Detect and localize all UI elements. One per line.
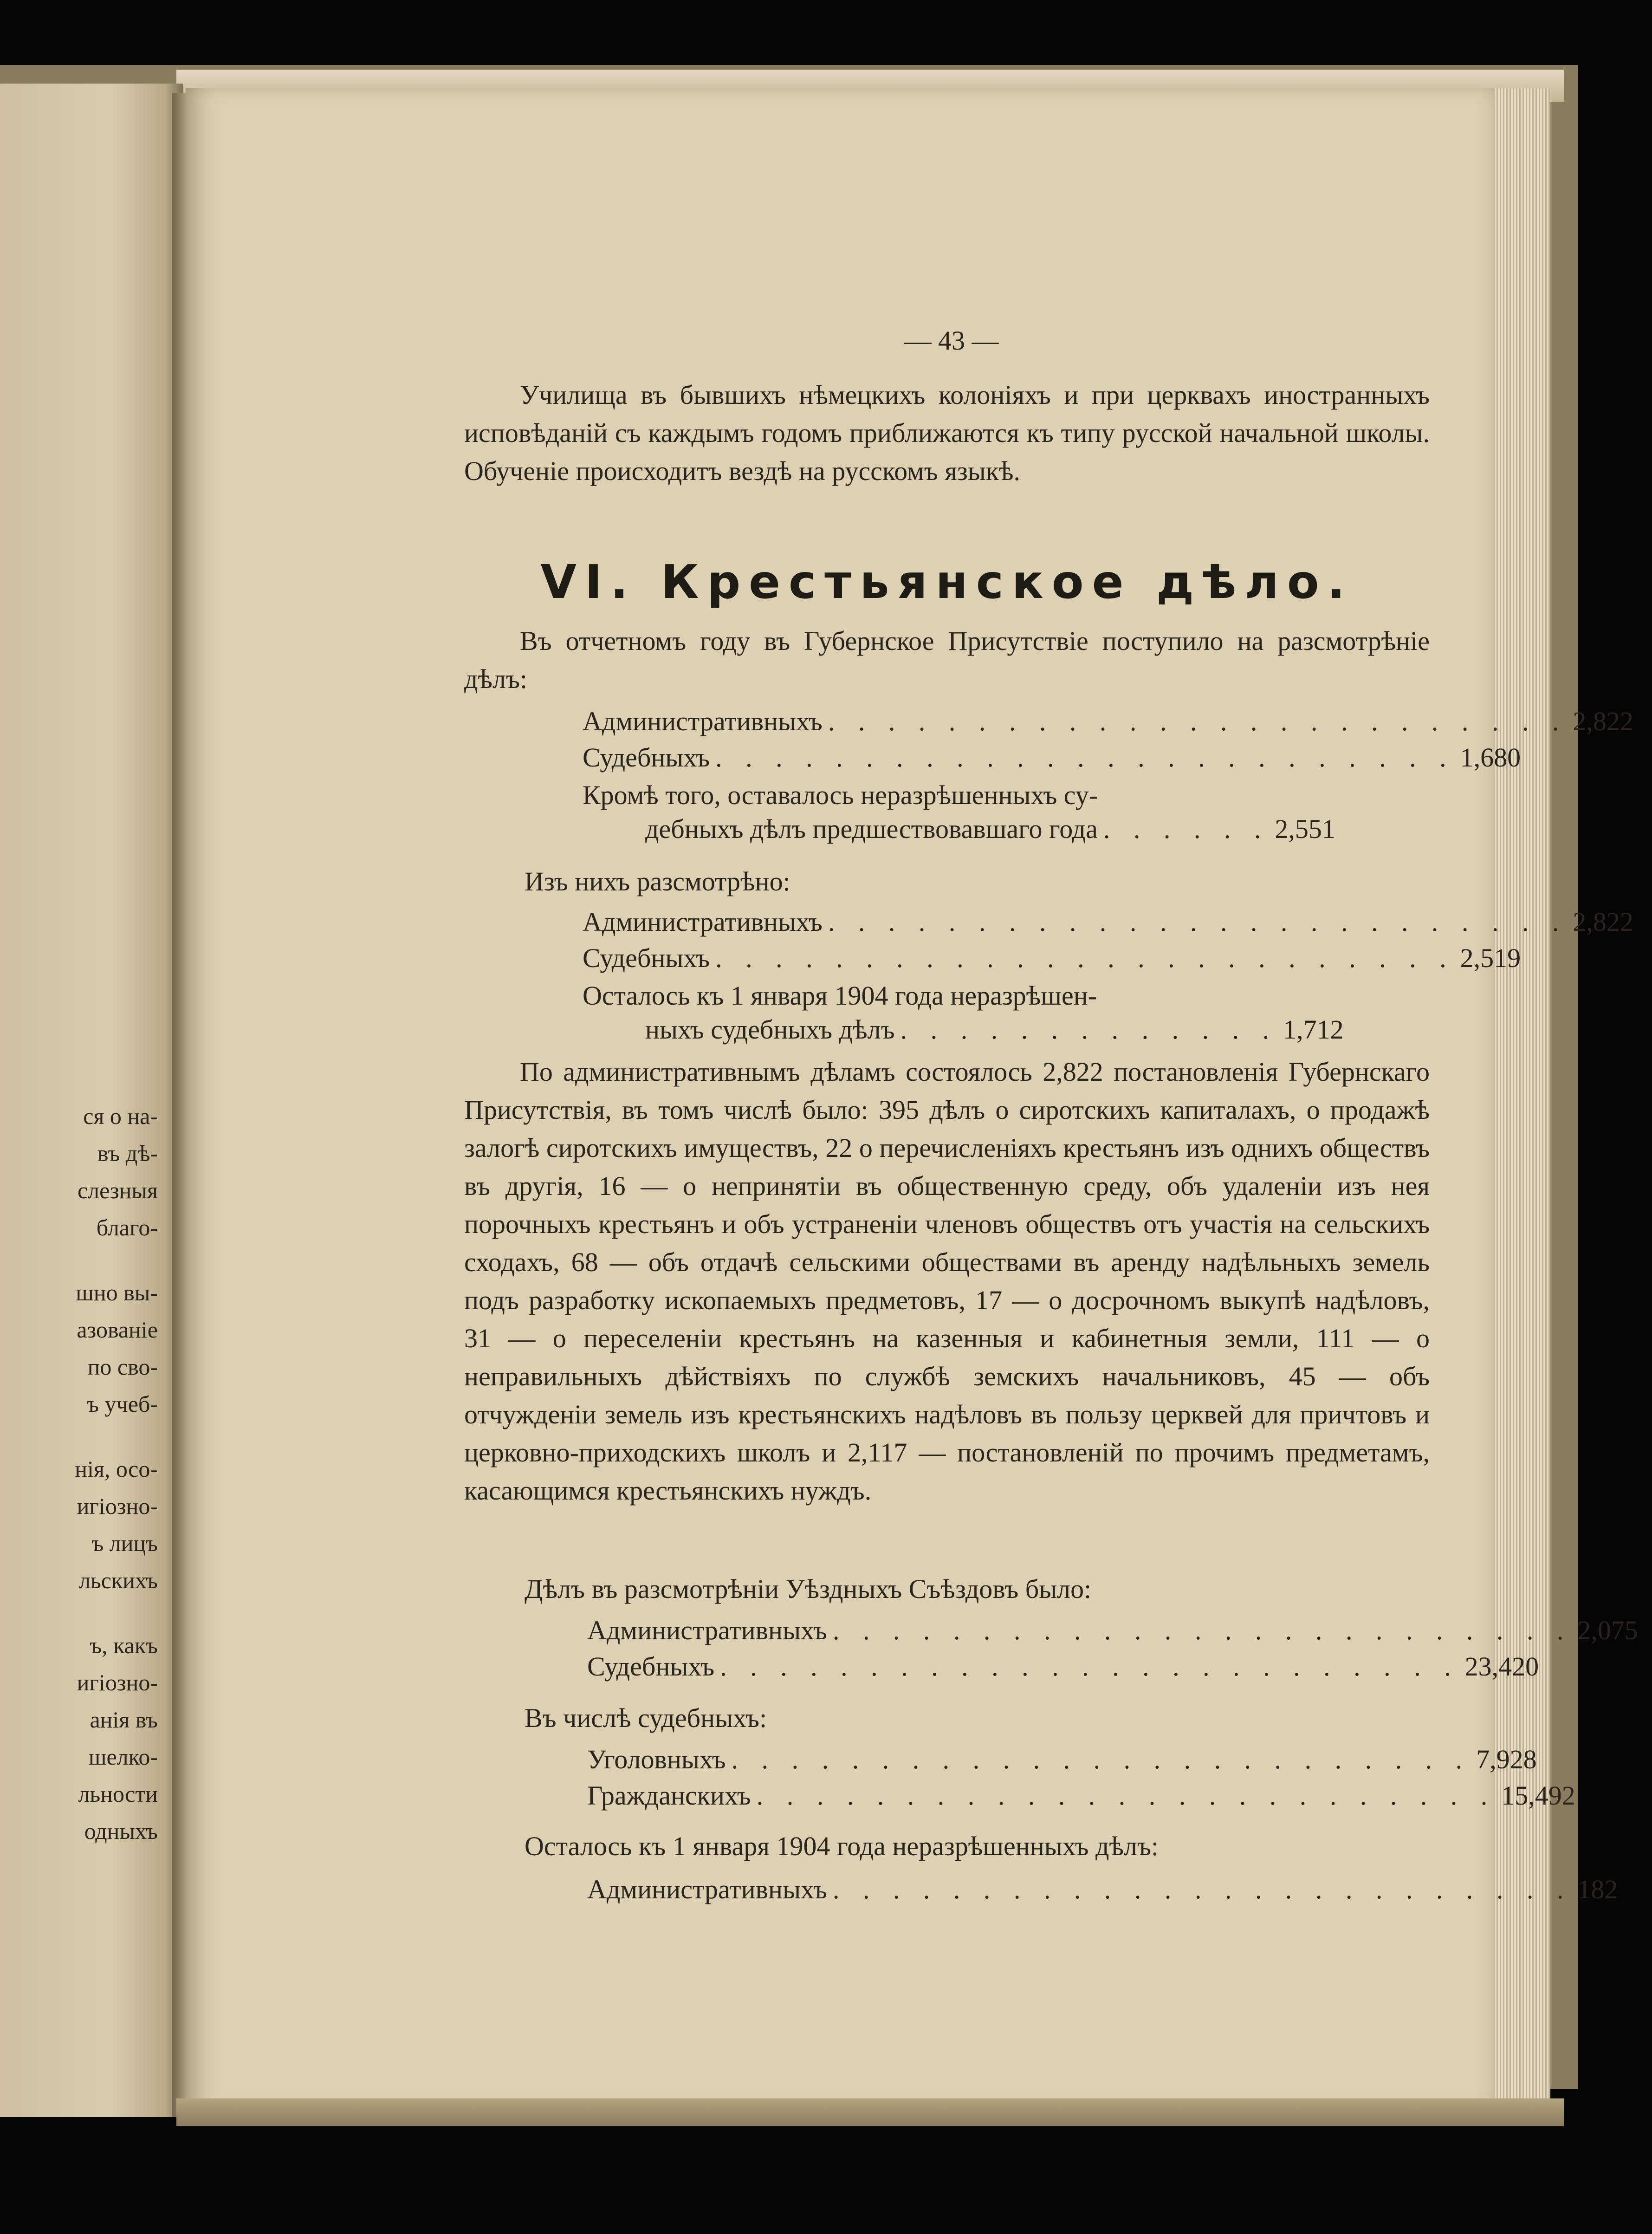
row-value: 2,822 [1573, 907, 1633, 937]
page-number: — 43 — [904, 325, 999, 356]
row-value: 15,492 [1501, 1780, 1575, 1811]
leader-dots: . . . . . . . . . . . . . . . . . . . . . . . . . [756, 1780, 1496, 1811]
row-label: Уголовныхъ [587, 1744, 726, 1774]
leader-dots: . . . . . . . . . . . . . . . . . . . . . . . . . [720, 1651, 1459, 1682]
left-fragment: одныхъ [84, 1818, 158, 1844]
left-fragment: льности [78, 1781, 158, 1807]
row-value: 1,712 [1283, 1014, 1344, 1045]
row-label: дебныхъ дѣлъ предшествовавшаго года [645, 814, 1098, 844]
main-paragraph: По административнымъ дѣламъ состоялось 2,822 постановленія Губернскаго Присутствія, въ томъ числѣ было: 395 дѣлъ о сиротскихъ капиталахъ, о продажѣ залогѣ сиротскихъ имуществъ, 22 о перечисленіяхъ крестьянъ изъ однихъ обществъ въ другія, 16 — о непринятіи въ общественную среду, объ удаленіи изъ нея порочныхъ крестьянъ и объ устраненіи членовъ обществъ отъ участія на сельскихъ сходахъ, 68 — объ отдачѣ сельскими обществами въ аренду надѣльныхъ земель подъ разработку ископаемыхъ предметовъ, 17 — о досрочномъ выкупѣ надѣловъ, 31 — о переселеніи крестьянъ на казенныя и кабинетныя земли, 111 — о неправильныхъ дѣйствіяхъ по службѣ земскихъ начальниковъ, 45 — объ отчужденіи земель изъ крестьянскихъ надѣловъ въ пользу церквей для причтовъ и церковно-приходскихъ школъ и 2,117 — постановленій по прочимъ предметамъ, касающимся крестьянскихъ нуждъ. [464, 1057, 1430, 1506]
reviewed-title: Изъ нихъ разсмотрѣно: [525, 866, 790, 896]
reviewed-row-admin [583, 906, 1633, 937]
row-value: 2,551 [1275, 814, 1335, 844]
left-fragment: благо- [96, 1214, 158, 1240]
district-row-admin [587, 1615, 1638, 1646]
left-fragment: анія въ [90, 1707, 158, 1733]
left-fragment: нія, осо- [75, 1456, 158, 1482]
row-value: 2,075 [1577, 1615, 1638, 1645]
left-fragment: ъ учеб- [87, 1391, 158, 1417]
row-label: Административныхъ [587, 1615, 827, 1645]
received-row-admin [583, 706, 1633, 737]
pending-line-1: Кромѣ того, оставалось неразрѣшенныхъ су- [583, 780, 1098, 810]
row-value: 182 [1577, 1874, 1618, 1904]
row-label: Судебныхъ [583, 943, 710, 973]
row-label: Административныхъ [583, 706, 823, 736]
left-over-title: Осталось къ 1 января 1904 года неразрѣшенныхъ дѣлъ: [525, 1831, 1159, 1861]
intro-paragraph: Училища въ бывшихъ нѣмецкихъ колоніяхъ и при церквахъ иностранныхъ исповѣданій съ каждымъ годомъ приближаются къ типу русской начальной школы. Обученіе происходитъ вездѣ на русскомъ языкѣ. [464, 380, 1430, 486]
received-row-judicial [583, 742, 1521, 773]
row-value: 2,822 [1573, 706, 1633, 736]
leader-dots: . . . . . . . . . . . . . . . . . . . . . . . . . [828, 706, 1568, 736]
remaining-row [645, 1014, 1344, 1045]
judicial-row-criminal [587, 1744, 1537, 1775]
left-fragment: въ дѣ- [97, 1140, 158, 1166]
left-fragment: игіозно- [77, 1669, 158, 1695]
cover-bottom-edge [176, 2098, 1564, 2126]
district-row-judicial [587, 1651, 1539, 1682]
row-label: Судебныхъ [587, 1651, 715, 1682]
left-fragment: ся о на- [83, 1103, 158, 1129]
left-fragment: шно вы- [76, 1279, 158, 1305]
reviewed-row-judicial [583, 942, 1521, 974]
left-fragment: азованіе [77, 1317, 158, 1343]
section-heading: VI. Крестьянское дѣло. [540, 555, 1354, 609]
left-fragment: шелко- [88, 1744, 158, 1770]
leader-dots: . . . . . . . . . . . . . . . . . . . . . . . . . [832, 1615, 1572, 1645]
left-fragment: ъ, какъ [90, 1632, 158, 1658]
left-fragment: ъ лицъ [91, 1530, 158, 1556]
district-title: Дѣлъ въ разсмотрѣніи Уѣздныхъ Съѣздовъ было: [525, 1574, 1092, 1604]
row-label: Административныхъ [587, 1874, 827, 1904]
row-value: 23,420 [1464, 1651, 1539, 1682]
left-fragment: по сво- [87, 1354, 158, 1380]
left-fragment: льскихъ [79, 1567, 158, 1593]
leader-dots: . . . . . . . . . . . . . . . . . . . . . . . . . [832, 1874, 1572, 1904]
row-label: ныхъ судебныхъ дѣлъ [645, 1014, 895, 1045]
left-over-row-admin [587, 1874, 1618, 1905]
remaining-line-1: Осталось къ 1 января 1904 года неразрѣшен- [583, 981, 1097, 1011]
leader-dots: . . . . . . . . . . . . . . . . . . . . . . . . . [715, 943, 1455, 973]
left-fragment: игіозно- [77, 1493, 158, 1519]
row-value: 2,519 [1460, 943, 1521, 973]
leader-dots: . . . . . . . . . . . . . . . . . . . . . . . . . [731, 1744, 1471, 1774]
section-intro: Въ отчетномъ году въ Губернское Присутствіе поступило на разсмотрѣніе дѣлъ: [464, 626, 1430, 694]
judicial-title: Въ числѣ судебныхъ: [525, 1703, 767, 1733]
row-label: Административныхъ [583, 907, 823, 937]
leader-dots: . . . . . . . . . . . . . [900, 1014, 1278, 1045]
left-fragment: слезныя [77, 1177, 158, 1203]
row-label: Гражданскихъ [587, 1780, 751, 1811]
judicial-row-civil [587, 1780, 1575, 1811]
leader-dots: . . . . . . [1103, 814, 1270, 844]
row-label: Судебныхъ [583, 742, 710, 773]
row-value: 1,680 [1460, 742, 1521, 773]
leader-dots: . . . . . . . . . . . . . . . . . . . . . . . . . [715, 742, 1455, 773]
pending-row [645, 813, 1335, 844]
row-value: 7,928 [1476, 1744, 1537, 1774]
leader-dots: . . . . . . . . . . . . . . . . . . . . . . . . . [828, 907, 1568, 937]
left-page [0, 84, 183, 2117]
